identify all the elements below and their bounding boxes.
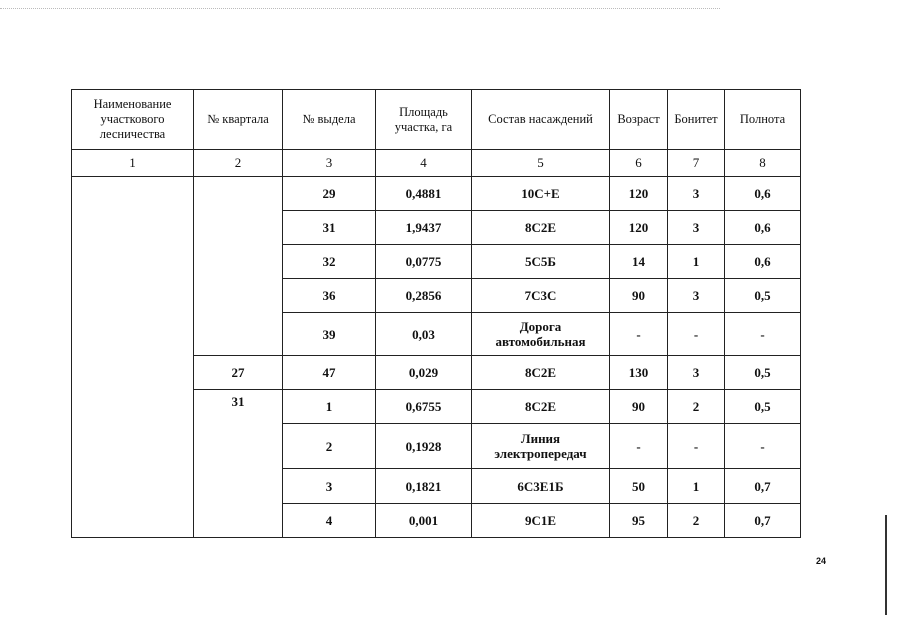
forest-plot-table [71, 89, 801, 538]
bonitet-cell: 2 [668, 389, 725, 423]
vydel-number-cell: 39 [283, 313, 376, 355]
vydel-number-cell: 31 [283, 210, 376, 244]
composition-cell: Дорога автомобильная [472, 313, 610, 355]
header-age: Возраст [610, 90, 668, 150]
bonitet-cell: 3 [668, 210, 725, 244]
age-cell: 95 [610, 503, 668, 537]
column-number: 7 [668, 150, 725, 176]
age-cell: - [610, 313, 668, 355]
bonitet-cell: 3 [668, 279, 725, 313]
area-cell: 0,6755 [376, 389, 472, 423]
bonitet-cell: - [668, 313, 725, 355]
vydel-number-cell: 32 [283, 245, 376, 279]
scan-artifact-bar [885, 515, 887, 615]
forestry-name-cell [72, 176, 194, 537]
age-cell: 90 [610, 279, 668, 313]
header-row [72, 90, 801, 150]
header-area: Площадь участка, га [376, 90, 472, 150]
table-row [72, 176, 801, 210]
polnota-cell: 0,6 [725, 245, 801, 279]
polnota-cell: 0,6 [725, 210, 801, 244]
polnota-cell: 0,7 [725, 469, 801, 503]
age-cell: 90 [610, 389, 668, 423]
composition-cell: 8С2Е [472, 389, 610, 423]
header-vydel-number: № выдела [283, 90, 376, 150]
column-number: 3 [283, 150, 376, 176]
column-number: 8 [725, 150, 801, 176]
composition-cell: 7С3С [472, 279, 610, 313]
vydel-number-cell: 29 [283, 176, 376, 210]
bonitet-cell: 3 [668, 355, 725, 389]
column-number: 1 [72, 150, 194, 176]
column-number-row [72, 150, 801, 176]
composition-cell: 8С2Е [472, 355, 610, 389]
area-cell: 0,029 [376, 355, 472, 389]
header-bonitet: Бонитет [668, 90, 725, 150]
vydel-number-cell: 1 [283, 389, 376, 423]
bonitet-cell: 1 [668, 469, 725, 503]
bonitet-cell: 2 [668, 503, 725, 537]
scan-artifact-line [0, 8, 720, 9]
header-composition: Состав насаждений [472, 90, 610, 150]
age-cell: 120 [610, 210, 668, 244]
quarter-number-cell: 27 [194, 355, 283, 389]
vydel-number-cell: 3 [283, 469, 376, 503]
polnota-cell: 0,5 [725, 355, 801, 389]
column-number: 4 [376, 150, 472, 176]
polnota-cell: 0,5 [725, 389, 801, 423]
polnota-cell: 0,6 [725, 176, 801, 210]
bonitet-cell: 3 [668, 176, 725, 210]
age-cell: 120 [610, 176, 668, 210]
column-number: 2 [194, 150, 283, 176]
composition-cell: 5С5Б [472, 245, 610, 279]
page-number: 24 [816, 556, 827, 566]
composition-cell: Линия электропередач [472, 424, 610, 469]
polnota-cell: - [725, 313, 801, 355]
age-cell: 14 [610, 245, 668, 279]
header-quarter-number: № квартала [194, 90, 283, 150]
area-cell: 0,0775 [376, 245, 472, 279]
vydel-number-cell: 36 [283, 279, 376, 313]
age-cell: 130 [610, 355, 668, 389]
bonitet-cell: - [668, 424, 725, 469]
quarter-number-cell: 31 [194, 389, 283, 537]
polnota-cell: 0,7 [725, 503, 801, 537]
composition-cell: 6С3Е1Б [472, 469, 610, 503]
age-cell: 50 [610, 469, 668, 503]
header-forestry-name: Наименование участкового лесничества [72, 90, 194, 150]
header-polnota: Полнота [725, 90, 801, 150]
composition-cell: 8С2Е [472, 210, 610, 244]
polnota-cell: 0,5 [725, 279, 801, 313]
area-cell: 0,4881 [376, 176, 472, 210]
composition-cell: 9С1Е [472, 503, 610, 537]
vydel-number-cell: 4 [283, 503, 376, 537]
vydel-number-cell: 2 [283, 424, 376, 469]
column-number: 5 [472, 150, 610, 176]
age-cell: - [610, 424, 668, 469]
area-cell: 1,9437 [376, 210, 472, 244]
quarter-number-cell [194, 176, 283, 355]
area-cell: 0,1928 [376, 424, 472, 469]
column-number: 6 [610, 150, 668, 176]
polnota-cell: - [725, 424, 801, 469]
composition-cell: 10С+Е [472, 176, 610, 210]
area-cell: 0,001 [376, 503, 472, 537]
area-cell: 0,03 [376, 313, 472, 355]
area-cell: 0,2856 [376, 279, 472, 313]
bonitet-cell: 1 [668, 245, 725, 279]
area-cell: 0,1821 [376, 469, 472, 503]
vydel-number-cell: 47 [283, 355, 376, 389]
